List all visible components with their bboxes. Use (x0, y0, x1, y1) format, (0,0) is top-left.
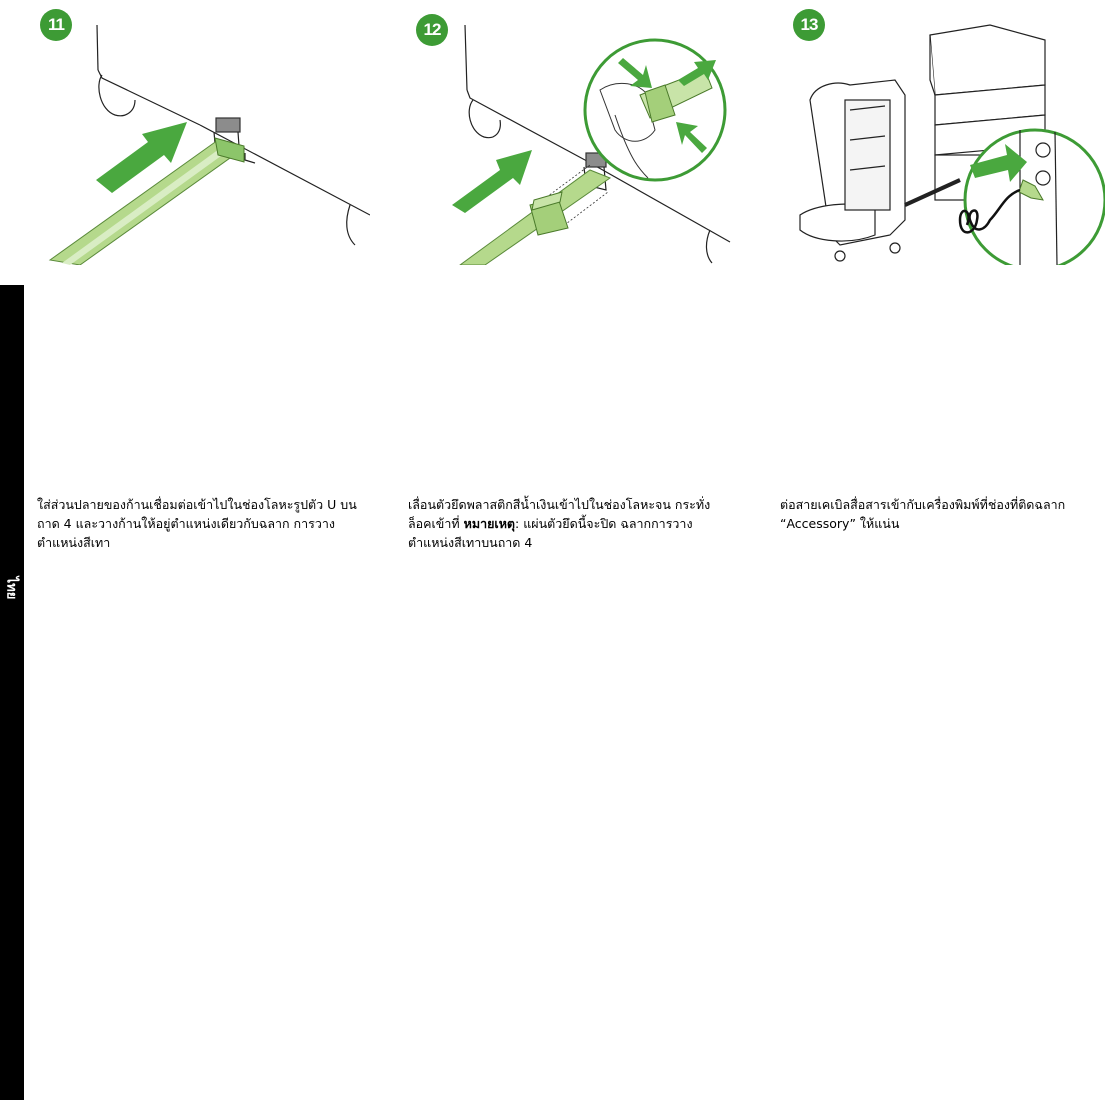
step-13-illustration (795, 20, 1105, 265)
step-13-badge: 13 (793, 9, 825, 41)
step-12-badge: 12 (416, 14, 448, 46)
step-13-text: ต่อสายเคเบิลสื่อสารเข้ากับเครื่องพิมพ์ที่ช่องที่ติดฉลาก “Accessory” ให้แน่น (780, 497, 1066, 531)
language-tab (0, 285, 24, 1100)
step-12-text (408, 495, 728, 552)
language-label: ไทย (3, 576, 19, 600)
step-11-illustration (40, 20, 370, 265)
step-11-text: ใส่ส่วนปลายของก้านเชื่อมต่อเข้าไปในช่องโลหะรูปตัว U บนถาด 4 และวางก้านให้อยู่ตำแหน่งเดียวกับฉลาก การวางตำแหน่งสีเทา (37, 497, 357, 550)
step-12-note-label: หมายเหตุ (463, 516, 516, 531)
step-11-badge: 11 (40, 9, 72, 41)
step-12-text-after: : แผ่นตัวยึดนี้จะปิด ฉลากการวางตำแหน่งสีเทาบนถาด 4 (408, 516, 693, 550)
step-12-text-before: เลื่อนตัวยึดพลาสติกสีน้ำเงินเข้าไปในช่องโลหะจน กระทั่งล็อคเข้าที่ (408, 497, 711, 531)
step-12-illustration (440, 20, 740, 265)
